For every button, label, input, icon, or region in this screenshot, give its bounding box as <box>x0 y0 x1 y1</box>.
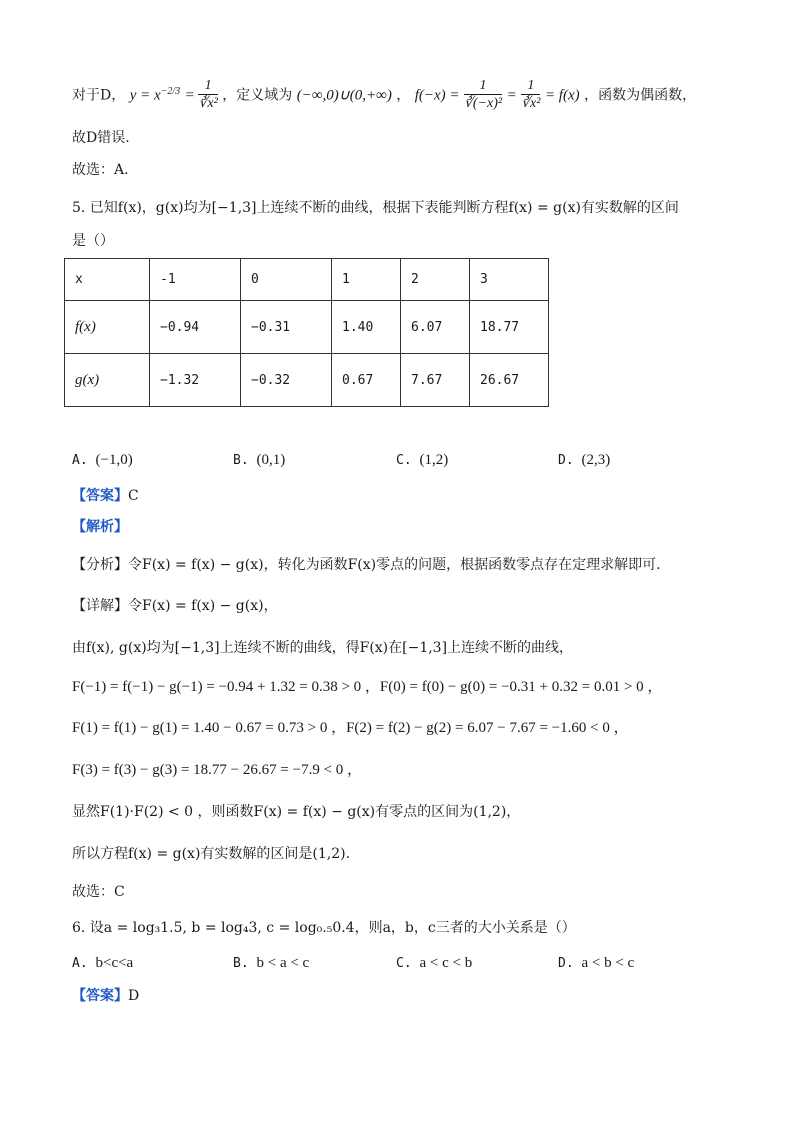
q5-fenxi <box>72 555 661 575</box>
q6-option-a: A. b<c<a <box>72 955 134 971</box>
table-header-row <box>65 259 549 301</box>
q5-solution-line-e: 显然F(1)·F(2) < 0 ，则函数F(x) = f(x) − g(x)有零点的区间为(1,2)， <box>72 804 521 820</box>
intro-domain-label: ，定义域为 <box>222 87 293 104</box>
q5-option-a: A. (−1,0) <box>72 452 133 468</box>
intro-line-3: 故选：A. <box>72 162 129 178</box>
q5-xiangjie <box>72 596 278 616</box>
answer-tag: 【答案】 <box>72 988 128 1004</box>
fenxi-text: 令F(x) = f(x) − g(x)，转化为函数F(x)零点的问题，根据函数零点存在定理求解即可. <box>128 557 661 573</box>
q5-value-table <box>64 258 549 407</box>
table-cell: −0.94 <box>150 301 241 354</box>
q5-solution-line-c: F(1) = f(1) − g(1) = 1.40 − 0.67 = 0.73 > 0 ，F(2) = f(2) − g(2) = 6.07 − 7.67 = −1.60 < 0 ， <box>72 720 629 736</box>
intro-fraction-1: $\frac{1}{\text{∛x²}}$ <box>198 78 218 111</box>
table-cell: f(x) <box>65 301 150 354</box>
table-cell: 0.67 <box>332 354 401 407</box>
table-cell: 7.67 <box>401 354 470 407</box>
answer-value: D <box>128 988 140 1004</box>
intro-line-1: 对于D， $y = x^{-2/3}$ = $\frac{1}{\text{∛x²}}$ ，定义域为 (−∞,0)∪(0,+∞) ， f(−x) = $\frac{1}{\text{∛(−x)²}}$ = $\frac{1}{\text{∛x²}}$ = f(x) ，函数为偶函数， <box>72 78 697 111</box>
table-cell: 2 <box>401 259 470 301</box>
q5-option-d: D. (2,3) <box>558 452 611 468</box>
table-cell: -1 <box>150 259 241 301</box>
q5-stem-line-2: 是（） <box>72 233 114 249</box>
answer-value: C <box>128 488 139 504</box>
q5-solution-line-f: 所以方程f(x) = g(x)有实数解的区间是(1,2). <box>72 846 351 862</box>
q6-option-d: D. a < b < c <box>558 955 635 971</box>
table-cell: −0.32 <box>241 354 332 407</box>
fenxi-tag: 【分析】 <box>72 557 128 573</box>
table-cell: 1.40 <box>332 301 401 354</box>
intro-exponent: −2/3 <box>160 85 181 97</box>
table-cell: 6.07 <box>401 301 470 354</box>
intro-y-eq: y = x <box>129 87 161 104</box>
q5-solution-line-b: F(−1) = f(−1) − g(−1) = −0.94 + 1.32 = 0.38 > 0 ，F(0) = f(0) − g(0) = −0.31 + 0.32 = 0.01 > 0 ， <box>72 679 663 695</box>
intro-fraction-2: $\frac{1}{\text{∛(−x)²}}$ <box>464 78 503 111</box>
table-cell: x <box>65 259 150 301</box>
table-cell: 26.67 <box>470 354 549 407</box>
table-row <box>65 301 549 354</box>
q5-solution-line-d: F(3) = f(3) − g(3) = 18.77 − 26.67 = −7.9 < 0 ， <box>72 762 363 778</box>
q5-stem-line-1: 5. 已知f(x)，g(x)均为[−1,3]上连续不断的曲线，根据下表能判断方程f(x) = g(x)有实数解的区间 <box>72 200 679 216</box>
q5-answer <box>72 486 139 506</box>
intro-prefix: 对于D， <box>72 87 126 104</box>
table-cell: 3 <box>470 259 549 301</box>
intro-f-neg-x: f(−x) = <box>414 87 460 104</box>
table-cell: 1 <box>332 259 401 301</box>
table-cell: g(x) <box>65 354 150 407</box>
intro-suffix: ，函数为偶函数， <box>584 87 697 104</box>
xiangjie-tag: 【详解】 <box>72 598 128 614</box>
table-cell: 0 <box>241 259 332 301</box>
table-row <box>65 354 549 407</box>
q6-option-b: B. b < a < c <box>233 955 310 971</box>
table-cell: −0.31 <box>241 301 332 354</box>
q5-analysis <box>72 517 128 537</box>
q5-option-b: B. (0,1) <box>233 452 286 468</box>
q6-stem: 6. 设a = log₃1.5, b = log₄3, c = log₀.₅0.4，则a，b，c三者的大小关系是（） <box>72 920 576 936</box>
intro-fraction-3: $\frac{1}{\text{∛x²}}$ <box>521 78 541 111</box>
q5-option-c: C. (1,2) <box>396 452 449 468</box>
analysis-tag: 【解析】 <box>72 519 128 535</box>
q6-answer <box>72 986 139 1006</box>
intro-line-2: 故D错误. <box>72 130 130 146</box>
q5-solution-line-g: 故选：C <box>72 884 125 900</box>
table-cell: −1.32 <box>150 354 241 407</box>
intro-f-x: = f(x) <box>544 87 580 104</box>
intro-domain: (−∞,0)∪(0,+∞) <box>296 87 392 104</box>
answer-tag: 【答案】 <box>72 488 128 504</box>
q6-option-c: C. a < c < b <box>396 955 473 971</box>
q5-solution-line-a: 由f(x), g(x)均为[−1,3]上连续不断的曲线，得F(x)在[−1,3]上连续不断的曲线， <box>72 640 574 656</box>
table-cell: 18.77 <box>470 301 549 354</box>
xiangjie-text: 令F(x) = f(x) − g(x)， <box>128 598 278 614</box>
